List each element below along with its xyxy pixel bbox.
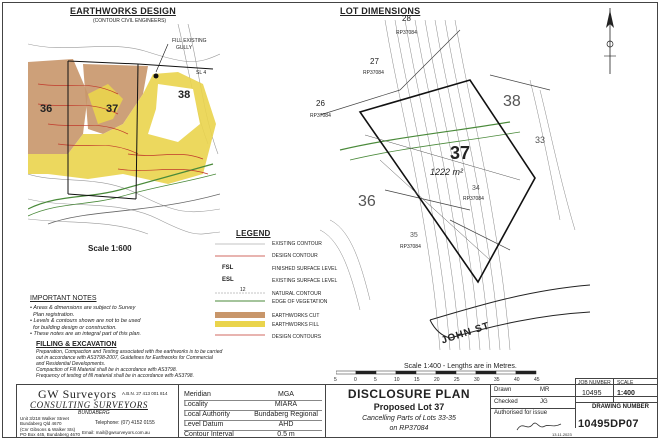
meta-table bbox=[184, 391, 322, 441]
earthworks-subtitle: (CONTOUR CIVIL ENGINEERS) bbox=[93, 18, 167, 24]
gully-label: GULLY bbox=[176, 45, 193, 51]
lot-dimensions-title: LOT DIMENSIONS bbox=[340, 6, 421, 16]
legend-natural-code: 12 bbox=[240, 287, 246, 293]
checked-label: Checked bbox=[494, 399, 518, 405]
drawing-label: DRAWING NUMBER bbox=[592, 404, 649, 410]
filling-title: FILLING & EXCAVATION bbox=[36, 341, 117, 348]
scale-tick-label: 35 bbox=[494, 377, 500, 383]
lot-scale-text: Scale 1:400 - Lengths are in Metres. bbox=[404, 363, 517, 370]
scale-tick-label: 5 bbox=[334, 377, 337, 383]
scale-label: SCALE bbox=[617, 380, 634, 386]
lot-38-label: 38 bbox=[178, 89, 191, 101]
address-line: (Cnr Gibsons & Walker Sts) bbox=[20, 426, 76, 432]
legend-vegetation: EDGE OF VEGETATION bbox=[272, 299, 328, 305]
lot-27-rp: RP37084 bbox=[363, 70, 384, 76]
legend-natural-contour: NATURAL CONTOUR bbox=[272, 291, 322, 297]
lot-35-rp: RP37084 bbox=[400, 244, 421, 250]
address-line: PO Box 445, Bundaberg 4670 bbox=[20, 432, 81, 438]
checked-value: JG bbox=[540, 399, 548, 405]
disclosure-lot: Proposed Lot 37 bbox=[373, 402, 445, 412]
fill-existing-label: FILL EXISTING bbox=[172, 38, 207, 44]
lot-26-label: 26 bbox=[316, 99, 325, 108]
legend-swatches bbox=[210, 240, 268, 340]
note-line: • These notes are an integral part of this plan. bbox=[30, 331, 142, 338]
earthworks-title: EARTHWORKS DESIGN bbox=[70, 6, 176, 16]
lot-37-number: 37 bbox=[450, 143, 471, 163]
earthworks-scale: Scale 1:600 bbox=[88, 244, 132, 253]
lot-36-dim-label: 36 bbox=[358, 193, 376, 210]
company-phone: Telephone: (07) 4152 0155 bbox=[95, 420, 155, 426]
scale-tick-label: 40 bbox=[514, 377, 520, 383]
lot-33-label: 33 bbox=[535, 135, 546, 145]
lot-34-label: 34 bbox=[472, 185, 480, 192]
lot-34-rp: RP37084 bbox=[463, 196, 484, 202]
address-line: Unit 3/218 Walker Street bbox=[20, 416, 69, 421]
company-name: GW Surveyors bbox=[38, 387, 117, 401]
company-address bbox=[20, 416, 80, 438]
note-line: for building design or construction. bbox=[30, 324, 117, 331]
lot-dimensions-drawing bbox=[290, 20, 590, 350]
address-line: Bundaberg Qld 4670 bbox=[20, 421, 62, 427]
legend-existing-contour: EXISTING CONTOUR bbox=[272, 241, 322, 247]
notes-list bbox=[30, 305, 210, 338]
scale-tick-label: 5 bbox=[374, 377, 377, 383]
notes-title: IMPORTANT NOTES bbox=[30, 295, 97, 302]
legend-esl-code: ESL bbox=[222, 277, 234, 283]
drawn-value: MR bbox=[540, 387, 550, 393]
meta-row: Meridian MGA bbox=[184, 391, 322, 401]
note-line: • Areas & dimensions are subject to Survey bbox=[30, 305, 136, 311]
north-arrow-icon bbox=[598, 6, 622, 76]
lot-28-rp: RP37084 bbox=[396, 30, 417, 36]
note-line: • Levels & contours shown are not to be used bbox=[30, 318, 141, 325]
filling-line: Preparation, Compaction and Testing associated with the earthworks is to be carried bbox=[36, 349, 223, 355]
scale-tick-label: 45 bbox=[534, 377, 540, 383]
legend-design-contours: DESIGN CONTOURS bbox=[272, 334, 322, 340]
meta-row: Level Datum AHD bbox=[184, 421, 322, 431]
scale-tick-label: 10 bbox=[394, 377, 400, 383]
job-label: JOB NUMBER bbox=[578, 380, 611, 386]
legend-fsl: FINISHED SURFACE LEVEL bbox=[272, 266, 338, 272]
note-line: Plan registration. bbox=[30, 311, 75, 318]
job-value: 10495 bbox=[582, 390, 602, 397]
drawing-number: 10495DP07 bbox=[578, 418, 639, 430]
lot-28-label: 28 bbox=[402, 14, 411, 23]
filling-line: and Residential Developments. bbox=[36, 361, 106, 367]
meta-row: Local Authority Bundaberg Regional bbox=[184, 411, 322, 421]
scale-tick-label: 30 bbox=[474, 377, 480, 383]
scale-tick-label: 20 bbox=[434, 377, 440, 383]
lot-36-label: 36 bbox=[40, 103, 53, 115]
legend-cut: EARTHWORKS CUT bbox=[272, 313, 320, 319]
earthworks-design-drawing bbox=[28, 24, 220, 242]
company-city: BUNDABERG bbox=[78, 410, 110, 416]
company-tagline: CONSULTING SURVEYORS bbox=[30, 400, 148, 410]
lot-37-area: 1222 m² bbox=[430, 167, 464, 177]
company-email: Email: mail@gwsurveyors.com.au bbox=[82, 430, 150, 435]
legend-esl: EXISTING SURFACE LEVEL bbox=[272, 278, 338, 284]
legend-design-contour: DESIGN CONTOUR bbox=[272, 253, 318, 259]
legend-fsl-code: FSL bbox=[222, 265, 234, 271]
scale-tick-label: 15 bbox=[414, 377, 420, 383]
authorised-label: Authorised for issue bbox=[494, 410, 548, 416]
approval-date: 13.11.2023 bbox=[552, 432, 572, 437]
filling-line: Frequency of testing of fill material shall be in accordance with AS3798. bbox=[36, 373, 194, 379]
disclosure-plan: on RP37084 bbox=[389, 425, 429, 432]
disclosure-cancelling: Cancelling Parts of Lots 33-35 bbox=[362, 415, 456, 422]
scale-value: 1:400 bbox=[617, 390, 635, 397]
lot-26-rp: RP37084 bbox=[310, 113, 331, 119]
legend-title: LEGEND bbox=[236, 229, 271, 238]
john-st-label: JOHN ST bbox=[440, 320, 492, 347]
filling-line: out in accordance with AS3798-2007, Guidelines for Earthworks for Commercial bbox=[36, 355, 213, 361]
meta-row: Contour Interval 0.5 m bbox=[184, 431, 295, 438]
filling-text bbox=[36, 349, 306, 379]
filling-line: Compaction of Fill Material shall be in accordance with AS3798. bbox=[36, 367, 177, 373]
scale-tick-label: 0 bbox=[354, 377, 357, 383]
lot-38-dim-label: 38 bbox=[503, 93, 521, 110]
company-abn: A.B.N. 27 413 001 814 bbox=[122, 391, 168, 396]
lot-27-label: 27 bbox=[370, 57, 379, 66]
meta-row: Locality MIARA bbox=[184, 401, 322, 411]
sl-label: SL 4 bbox=[196, 70, 207, 76]
lot-35-label: 35 bbox=[410, 232, 418, 239]
scale-tick-label: 25 bbox=[454, 377, 460, 383]
legend-fill: EARTHWORKS FILL bbox=[272, 322, 320, 328]
disclosure-title: DISCLOSURE PLAN bbox=[347, 387, 471, 401]
drawn-label: Drawn bbox=[494, 387, 512, 393]
lot-37-label: 37 bbox=[106, 103, 119, 115]
